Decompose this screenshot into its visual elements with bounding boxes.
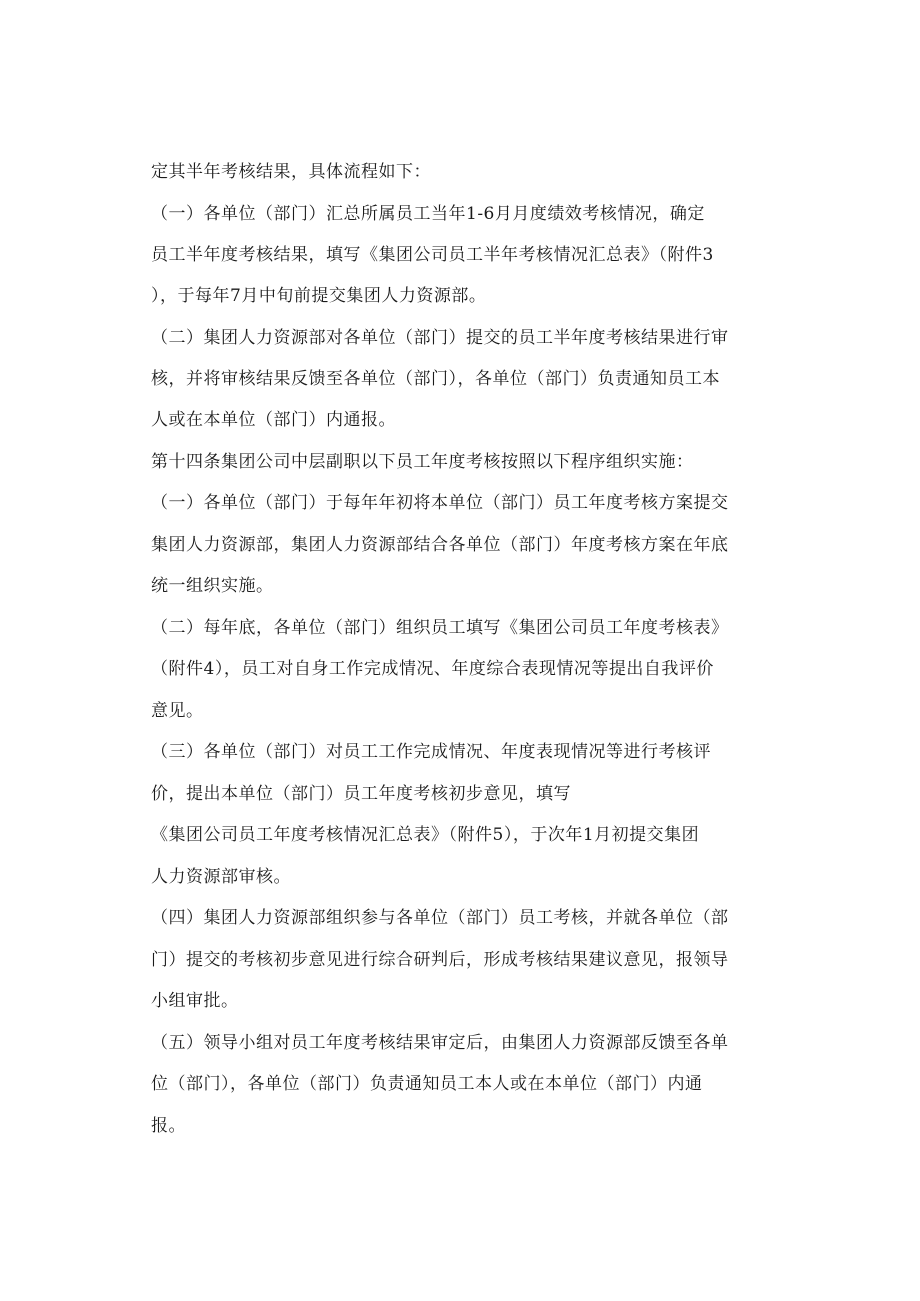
text-line: 价，提出本单位（部门）员工年度考核初步意见，填写	[151, 784, 571, 804]
text-line: 意见。	[151, 701, 204, 721]
text-line: 核，并将审核结果反馈至各单位（部门），各单位（部门）负责通知员工本	[151, 369, 720, 389]
text-line: 统一组织实施。	[151, 576, 274, 596]
text-line: （五）领导小组对员工年度考核结果审定后，由集团人力资源部反馈至各单	[151, 1033, 729, 1053]
text-line: 人力资源部审核。	[151, 867, 291, 887]
text-line: 位（部门），各单位（部门）负责通知员工本人或在本单位（部门）内通	[151, 1074, 703, 1094]
text-line: （二）集团人力资源部对各单位（部门）提交的员工半年度考核结果进行审	[151, 328, 729, 348]
text-line: （二）每年底，各单位（部门）组织员工填写《集团公司员工年度考核表》	[151, 618, 729, 638]
text-line: 《集团公司员工年度考核情况汇总表》（附件5），于次年1月初提交集团	[151, 825, 700, 845]
text-line: （附件4），员工对自身工作完成情况、年度综合表现情况等提出自我评价	[151, 659, 714, 679]
text-line: 集团人力资源部，集团人力资源部结合各单位（部门）年度考核方案在年底	[151, 535, 729, 555]
text-line: （一）各单位（部门）于每年年初将本单位（部门）员工年度考核方案提交	[151, 493, 729, 513]
text-line: （一）各单位（部门）汇总所属员工当年1-6月月度绩效考核情况，确定	[151, 204, 705, 224]
article-heading: 第十四条集团公司中层副职以下员工年度考核按照以下程序组织实施：	[151, 452, 694, 472]
text-line: 门）提交的考核初步意见进行综合研判后，形成考核结果建议意见，报领导	[151, 950, 729, 970]
text-line: 员工半年度考核结果，填写《集团公司员工半年考核情况汇总表》（附件3	[151, 245, 714, 265]
text-line: 小组审批。	[151, 991, 239, 1011]
text-line: （三）各单位（部门）对员工工作完成情况、年度表现情况等进行考核评	[151, 742, 711, 762]
text-line: 人或在本单位（部门）内通报。	[151, 410, 396, 430]
text-line: ），于每年7月中旬前提交集团人力资源部。	[151, 286, 487, 306]
text-line: （四）集团人力资源部组织参与各单位（部门）员工考核，并就各单位（部	[151, 908, 729, 928]
text-line: 报。	[151, 1116, 186, 1136]
text-line: 定其半年考核结果，具体流程如下：	[151, 162, 431, 182]
